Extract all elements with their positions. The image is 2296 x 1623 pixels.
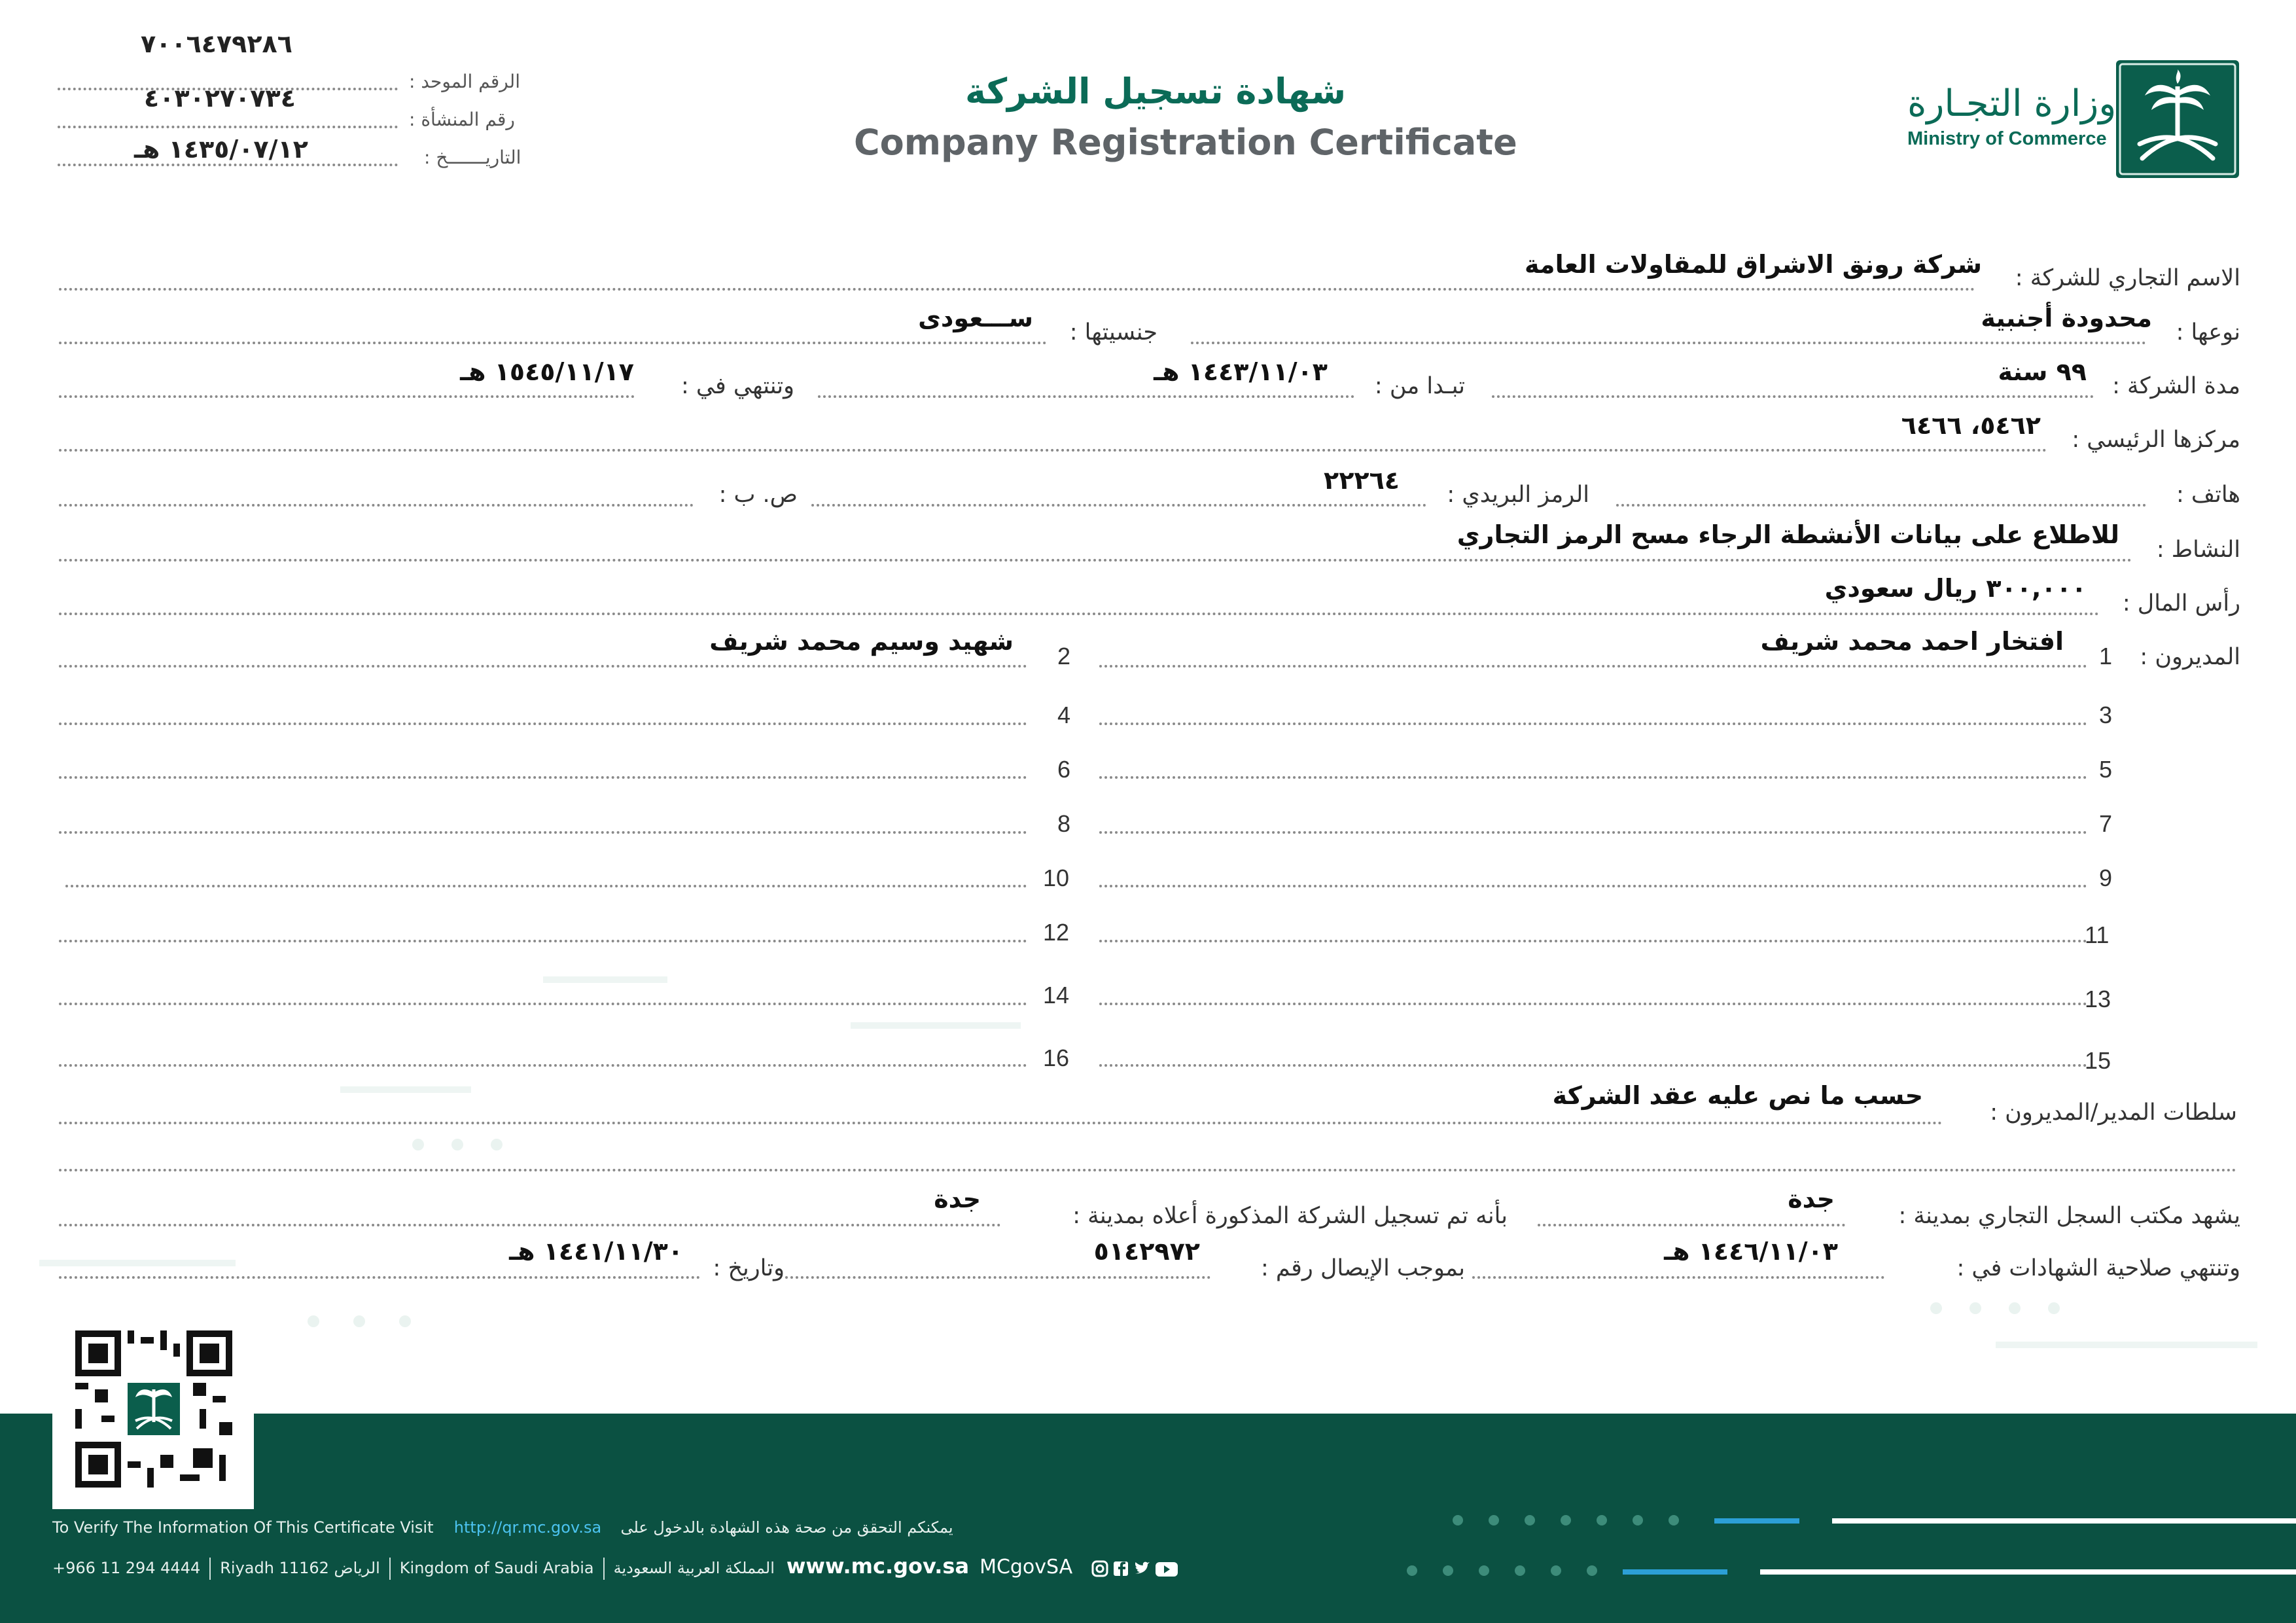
verify-text-ar: يمكنكم التحقق من صحة هذه الشهادة بالدخول على	[620, 1518, 953, 1537]
manager-number: 6	[1057, 756, 1071, 783]
dotted-line	[1099, 831, 2087, 834]
footer-dot	[1633, 1515, 1643, 1525]
manager-number: 12	[1043, 919, 1070, 946]
dotted-line	[59, 831, 1027, 834]
capital-label: رأس المال :	[2122, 590, 2240, 616]
registered-city: جدة	[934, 1185, 981, 1213]
trade-name-label: الاسم التجاري للشركة :	[2015, 265, 2240, 291]
dotted-line	[1492, 395, 2094, 398]
ministry-name-en: Ministry of Commerce	[1907, 128, 2107, 149]
manager-number: 16	[1043, 1044, 1070, 1071]
dotted-line	[818, 395, 1354, 398]
authority-value: حسب ما نص عليه عقد الشركة	[1552, 1081, 1923, 1110]
ministry-emblem	[2116, 60, 2239, 178]
footer-dot	[1669, 1515, 1679, 1525]
dotted-line	[1099, 722, 2087, 725]
bg-dot	[353, 1315, 365, 1327]
registered-label: بأنه تم تسجيل الشركة المذكورة أعلاه بمدينة :	[1072, 1203, 1508, 1229]
verify-text-en: To Verify The Information Of This Certificate Visit	[52, 1518, 434, 1537]
receipt-value: ٥١٤٢٩٧٢	[1093, 1237, 1200, 1266]
footer-dot	[1515, 1565, 1525, 1576]
bg-bar	[851, 1022, 1021, 1029]
dotted-line	[59, 288, 1976, 291]
dotted-line	[1099, 1003, 2087, 1005]
bg-dot	[451, 1139, 463, 1150]
dotted-line	[65, 885, 1027, 887]
nationality-value: ســـعودى	[918, 304, 1033, 332]
manager-number: 14	[1043, 982, 1070, 1008]
manager-number: 3	[2099, 702, 2113, 728]
bg-dot	[2048, 1302, 2060, 1314]
manager-number: 10	[1043, 865, 1070, 891]
bg-dot	[1969, 1302, 1981, 1314]
receipt-label: بموجب الإيصال رقم :	[1260, 1255, 1465, 1281]
youtube-icon[interactable]	[1156, 1562, 1178, 1577]
establishment-number: ٤٠٣٠٢٧٠٧٣٤	[144, 84, 296, 113]
type-label: نوعها :	[2176, 319, 2240, 346]
dotted-line	[1472, 1276, 1884, 1279]
footer-dot	[1597, 1515, 1607, 1525]
footer-bar	[1760, 1569, 2296, 1575]
ministry-name-ar: وزارة التجـارة	[1907, 82, 2117, 125]
dotted-line	[59, 722, 1027, 725]
dotted-line	[59, 1122, 1943, 1124]
bg-dot	[1930, 1302, 1942, 1314]
footer-kingdom-ar: المملكة العربية السعودية	[613, 1559, 775, 1577]
contact-line	[52, 1554, 1183, 1580]
establishment-number-label: رقم المنشأة :	[409, 109, 515, 130]
dotted-line	[59, 559, 2133, 562]
dotted-line	[59, 940, 1027, 942]
footer-dot	[1453, 1515, 1463, 1525]
manager-number: 7	[2099, 810, 2113, 837]
duration-label: مدة الشركة :	[2112, 373, 2240, 399]
dotted-line	[59, 776, 1027, 779]
footer-handle[interactable]: MCgovSA	[980, 1556, 1073, 1578]
manager-number: 5	[2099, 756, 2113, 783]
dotted-line	[59, 613, 2100, 615]
dotted-line	[59, 1276, 700, 1279]
capital-value: ٣٠٠,٠٠٠ ريال سعودي	[1824, 574, 2087, 603]
dotted-line	[1099, 1064, 2087, 1067]
footer-dot	[1525, 1515, 1535, 1525]
footer-bar	[1714, 1518, 1799, 1524]
dotted-line	[59, 1169, 2238, 1171]
postal-code-value: ٢٢٢٦٤	[1324, 466, 1400, 495]
end-date-label: وتنتهي في :	[680, 373, 794, 399]
duration-value: ٩٩ سنة	[1998, 357, 2087, 386]
manager-number: 11	[2085, 921, 2110, 948]
dotted-line	[58, 126, 398, 128]
footer-dot	[1551, 1565, 1561, 1576]
manager-number: 8	[1057, 810, 1071, 837]
dotted-line	[1099, 776, 2087, 779]
footer-dot	[1587, 1565, 1597, 1576]
dotted-line	[1099, 940, 2087, 942]
footer-dot	[1489, 1515, 1499, 1525]
dotted-line	[1616, 504, 2146, 507]
dotted-line	[59, 449, 2048, 452]
dotted-line	[811, 504, 1426, 507]
unified-number-label: الرقم الموحد :	[409, 71, 520, 92]
manager-2-name: شهيد وسيم محمد شريف	[709, 627, 1014, 656]
bg-bar	[340, 1086, 471, 1093]
receipt-date-label: وتاريخ :	[713, 1255, 785, 1281]
certify-label: يشهد مكتب السجل التجاري بمدينة :	[1898, 1203, 2240, 1229]
bg-bar	[543, 976, 667, 983]
dotted-line	[59, 1064, 1027, 1067]
verify-link[interactable]: http://qr.mc.gov.sa	[453, 1518, 602, 1537]
footer-dot	[1561, 1515, 1571, 1525]
headquarters-value: ٥٤٦٢، ٦٤٦٦	[1901, 411, 2041, 440]
footer-dot	[1443, 1565, 1453, 1576]
footer-bar	[1832, 1518, 2296, 1524]
bg-dot	[491, 1139, 503, 1150]
dotted-line	[59, 342, 1047, 344]
receipt-date-value: ١٤٤١/١١/٣٠ هـ	[509, 1237, 683, 1266]
manager-number: 2	[1057, 643, 1071, 669]
bg-dot	[2009, 1302, 2021, 1314]
social-icons	[1091, 1559, 1183, 1578]
manager-number: 15	[2085, 1047, 2111, 1074]
certificate-title-ar: شهادة تسجيل الشركة	[965, 71, 1347, 112]
dotted-line	[58, 164, 398, 166]
headquarters-label: مركزها الرئيسي :	[2072, 427, 2240, 453]
footer-dot	[1407, 1565, 1417, 1576]
bg-dot	[399, 1315, 411, 1327]
dotted-line	[59, 504, 694, 507]
postal-code-label: الرمز البريدي :	[1447, 482, 1589, 508]
palm-swords-icon	[2116, 60, 2239, 178]
start-date-label: تبـدا من :	[1374, 373, 1465, 399]
manager-number: 9	[2099, 865, 2113, 891]
footer-website[interactable]: www.mc.gov.sa	[786, 1554, 970, 1578]
nationality-label: جنسيتها :	[1069, 319, 1157, 346]
managers-label: المديرون :	[2140, 644, 2240, 670]
activity-label: النشاط :	[2156, 537, 2240, 563]
footer-city: Riyadh 11162 الرياض	[220, 1559, 380, 1577]
registration-date: ١٤٣٥/٠٧/١٢ هـ	[134, 135, 308, 164]
manager-number: 13	[2085, 986, 2111, 1012]
qr-code-icon[interactable]	[75, 1330, 232, 1488]
certify-city: جدة	[1788, 1185, 1835, 1213]
dotted-line	[1099, 885, 2087, 887]
unified-number: ٧٠٠٦٤٧٩٢٨٦	[141, 29, 292, 58]
date-label: التاريـــــــخ :	[424, 147, 521, 168]
instagram-icon[interactable]	[1093, 1561, 1107, 1576]
authority-label: سلطات المدير/المديرون :	[1990, 1099, 2237, 1126]
dotted-line	[785, 1276, 1210, 1279]
dotted-line	[59, 665, 1027, 668]
manager-1-name: افتخار احمد محمد شريف	[1760, 627, 2064, 656]
facebook-icon[interactable]	[1114, 1561, 1128, 1576]
start-date-value: ١٤٤٣/١١/٠٣ هـ	[1154, 357, 1328, 386]
dotted-line	[59, 1003, 1027, 1005]
footer-dot	[1479, 1565, 1489, 1576]
footer-phone: +966 11 294 4444	[52, 1559, 201, 1577]
validity-value: ١٤٤٦/١١/٠٣ هـ	[1664, 1237, 1838, 1266]
bg-bar	[39, 1260, 236, 1266]
dotted-line	[59, 395, 635, 398]
manager-number: 4	[1057, 702, 1071, 728]
end-date-value: ١٥٤٥/١١/١٧ هـ	[460, 357, 634, 386]
certificate-title-en: Company Registration Certificate	[854, 122, 1517, 163]
dotted-line	[1099, 665, 2087, 668]
twitter-icon[interactable]	[1135, 1562, 1150, 1574]
footer-bar	[1623, 1569, 1727, 1575]
footer-kingdom-en: Kingdom of Saudi Arabia	[399, 1559, 594, 1577]
type-value: محدودة أجنبية	[1981, 304, 2152, 332]
verify-line	[52, 1518, 953, 1537]
dotted-line	[1538, 1224, 1845, 1226]
trade-name-value: شركة رونق الاشراق للمقاولات العامة	[1525, 250, 1982, 279]
bg-dot	[308, 1315, 319, 1327]
bg-bar	[1996, 1342, 2257, 1348]
manager-number: 1	[2099, 643, 2113, 669]
validity-label: وتنتهي صلاحية الشهادات في :	[1956, 1255, 2240, 1281]
po-box-label: ص. ب :	[718, 482, 798, 508]
bg-dot	[412, 1139, 424, 1150]
dotted-line	[59, 1224, 1001, 1226]
separator	[603, 1558, 605, 1580]
activity-value: للاطلاع على بيانات الأنشطة الرجاء مسح الرمز التجاري	[1457, 520, 2119, 549]
separator	[389, 1558, 391, 1580]
dotted-line	[1191, 342, 2146, 344]
phone-label: هاتف :	[2176, 482, 2240, 508]
separator	[209, 1558, 211, 1580]
